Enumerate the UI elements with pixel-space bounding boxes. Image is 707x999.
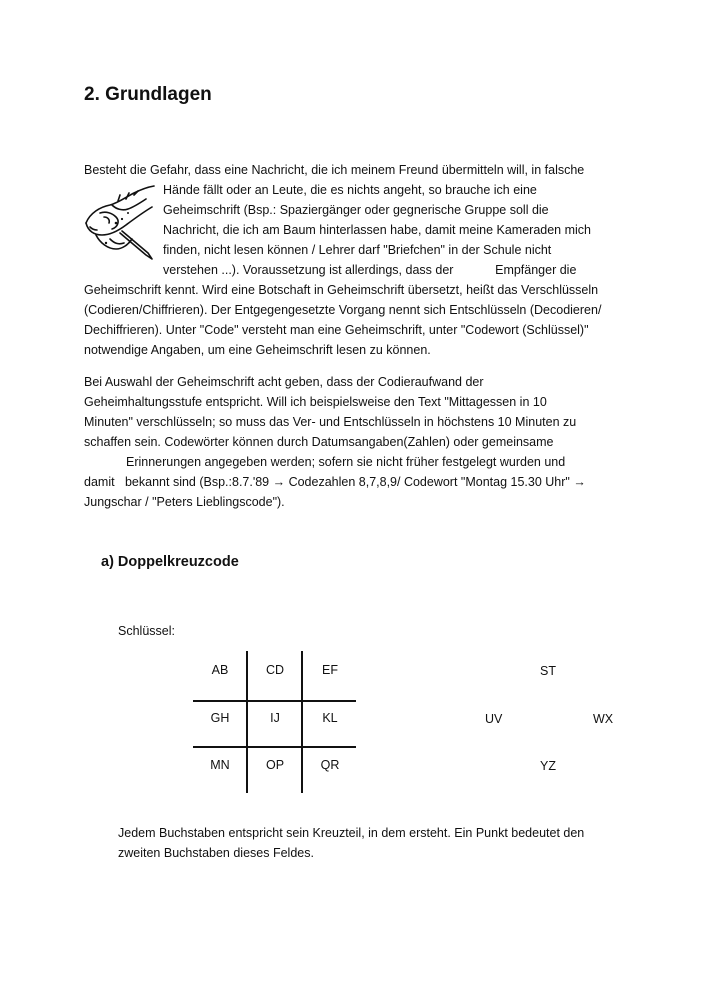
text-line: schaffen sein. Codewörter können durch Datumsangaben(Zahlen) oder gemeinsame	[84, 435, 554, 449]
text-line: Jedem Buchstaben entspricht sein Kreuzteil, in dem ersteht. Ein Punkt bedeutet den	[118, 826, 585, 840]
text-line: Geheimhaltungsstufe entspricht. Will ich beispielsweise den Text "Mittagessen in 10	[84, 395, 547, 409]
grid-cell: MN	[210, 758, 230, 772]
x-letter-top: ST	[540, 664, 556, 678]
grid-cell: EF	[322, 663, 338, 677]
text-line: Jungschar / "Peters Lieblingscode").	[84, 495, 285, 509]
text-line: Besteht die Gefahr, dass eine Nachricht, die ich meinem Freund übermitteln will, in falsche	[84, 163, 585, 177]
grid-line	[193, 746, 356, 748]
text-line: Erinnerungen angegeben werden; sofern sie nicht früher festgelegt wurden und	[126, 455, 566, 469]
text-line: Bei Auswahl der Geheimschrift acht geben, dass der Codieraufwand der	[84, 375, 484, 389]
page-title: 2. Grundlagen	[84, 84, 212, 105]
hand-writing-icon	[82, 183, 158, 265]
text-line: finden, nicht lesen können / Lehrer darf "Briefchen" in der Schule nicht	[163, 243, 552, 257]
grid-cell: GH	[210, 711, 230, 725]
text-line: notwendige Angaben, um eine Geheimschrift lesen zu können.	[84, 343, 431, 357]
text-line: Geheimschrift (Bsp.: Spaziergänger oder gegnerische Gruppe soll die	[163, 203, 549, 217]
grid-line	[193, 700, 356, 702]
x-letter-bottom: YZ	[540, 759, 556, 773]
text-line: damit bekannt sind (Bsp.:8.7.'89 → Codezahlen 8,7,8,9/ Codewort "Montag 15.30 Uhr" →	[84, 475, 586, 489]
grid-cell: AB	[211, 663, 229, 677]
grid-cell: IJ	[270, 711, 280, 725]
text-line: Geheimschrift kennt. Wird eine Botschaft in Geheimschrift übersetzt, heißt das Verschlüsseln	[84, 283, 599, 297]
key-label: Schlüssel:	[118, 624, 175, 638]
text-line: Hände fällt oder an Leute, die es nichts angeht, so brauche ich eine	[163, 183, 537, 197]
text-line: (Codieren/Chiffrieren). Der Entgegengesetzte Vorgang nennt sich Entschlüsseln (Decodieren/	[84, 303, 602, 317]
x-letter-right: WX	[593, 712, 614, 726]
section-title: a) Doppelkreuzcode	[101, 554, 239, 570]
grid-cell: KL	[322, 711, 338, 725]
text-line: verstehen ...). Voraussetzung ist allerdings, dass der Empfänger die	[163, 263, 577, 277]
grid-cell: QR	[320, 758, 340, 772]
text-line: zweiten Buchstaben dieses Feldes.	[118, 846, 314, 860]
x-letter-left: UV	[485, 712, 503, 726]
text-line: Dechiffrieren). Unter "Code" versteht man eine Geheimschrift, unter "Codewort (Schlüssel)"	[84, 323, 589, 337]
text-line: Minuten" verschlüsseln; so muss das Ver- und Entschlüsseln in höchstens 10 Minuten zu	[84, 415, 577, 429]
grid-cell: OP	[265, 758, 285, 772]
text-line: Nachricht, die ich am Baum hinterlassen habe, damit meine Kameraden mich	[163, 223, 591, 237]
grid-cell: CD	[265, 663, 285, 677]
